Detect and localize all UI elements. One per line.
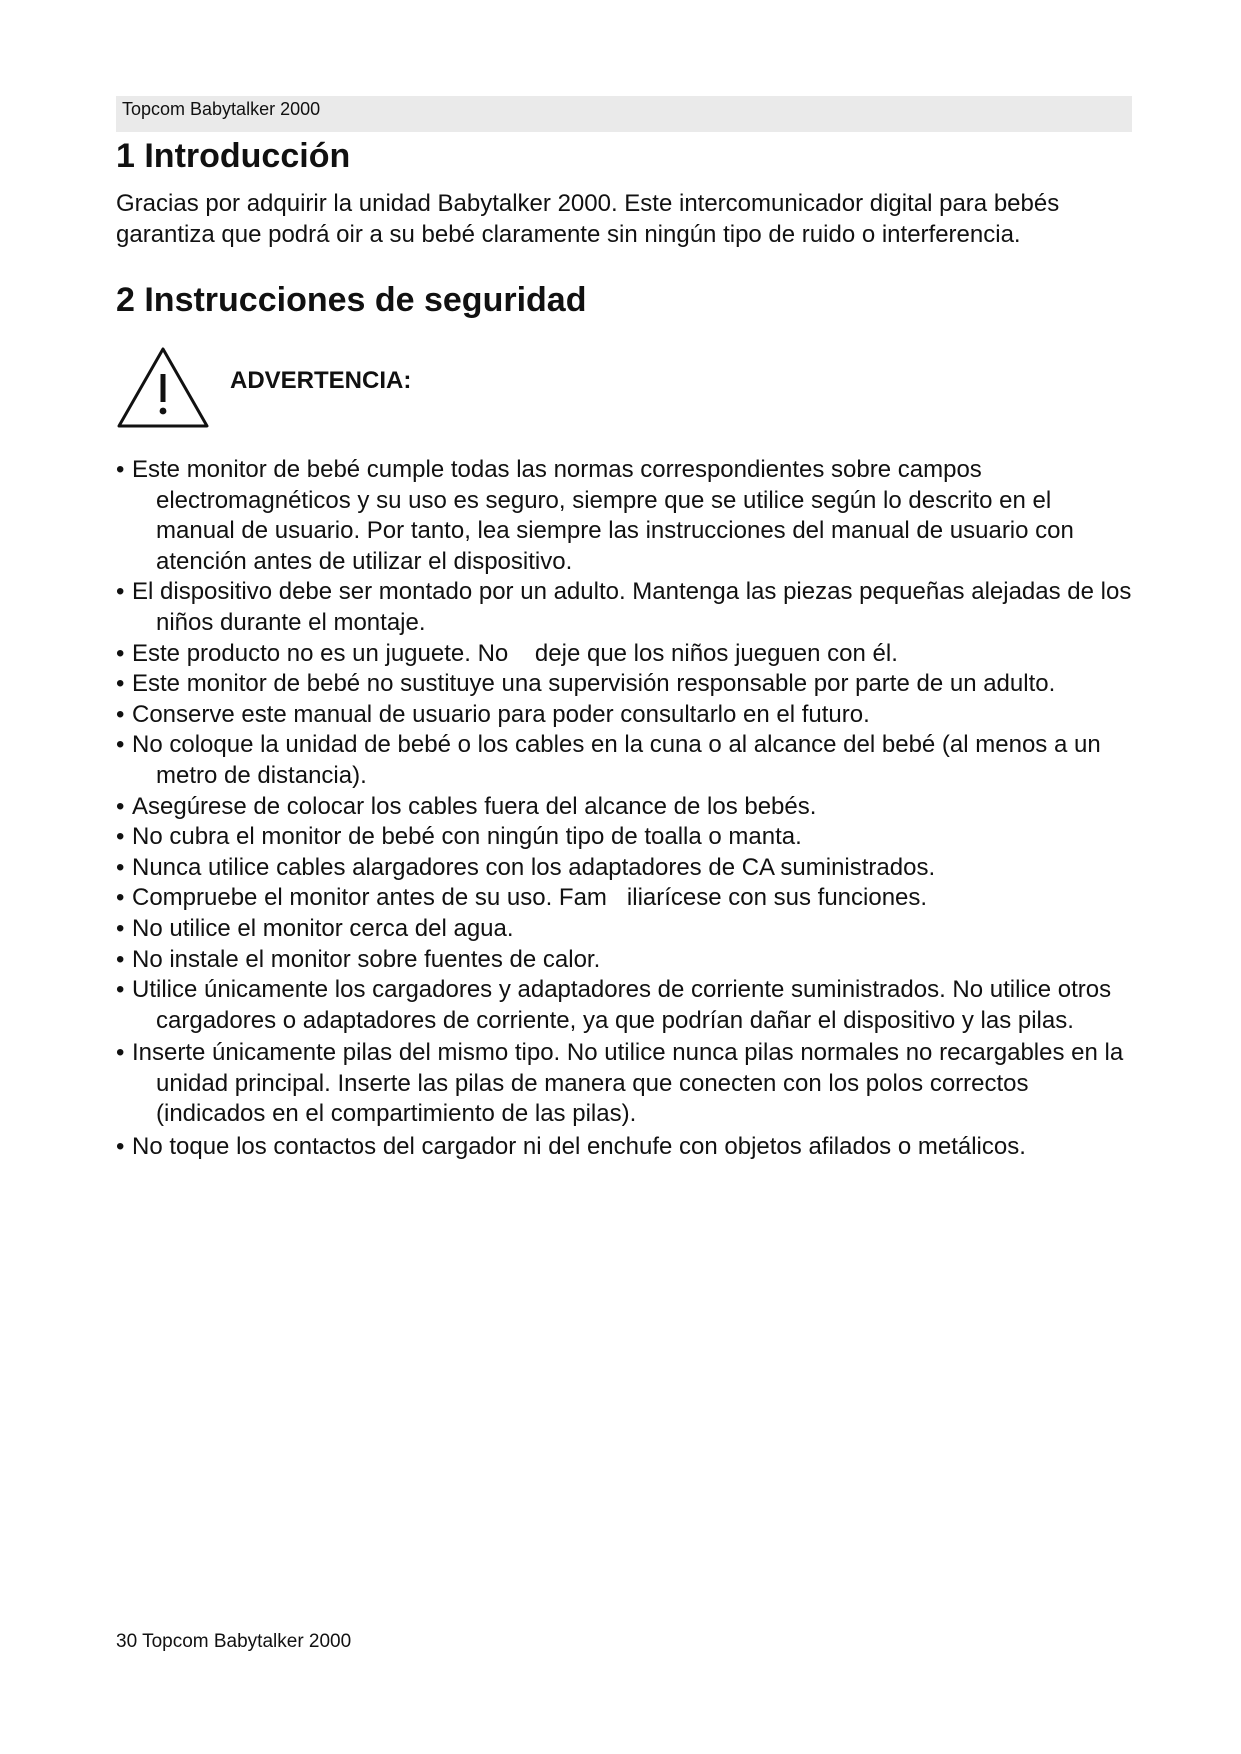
section-1-title: 1 Introducción xyxy=(116,137,351,175)
list-item xyxy=(116,1038,1132,1130)
list-item-text: El dispositivo debe ser montado por un adulto. Mantenga las piezas pequeñas alejadas de los niños durante el montaje. xyxy=(132,578,1132,636)
list-item xyxy=(116,730,1132,791)
list-item xyxy=(116,455,1132,577)
list-item-text: Este producto no es un juguete. No deje que los niños jueguen con él. xyxy=(132,639,898,667)
list-item-text: No coloque la unidad de bebé o los cables en la cuna o al alcance del bebé (al menos a un metro de distancia). xyxy=(132,731,1101,789)
list-item-text: No utilice el monitor cerca del agua. xyxy=(132,914,514,942)
page-footer: 30 Topcom Babytalker 2000 xyxy=(116,1631,352,1652)
list-item-text: Este monitor de bebé no sustituye una supervisión responsable por parte de un adulto. xyxy=(132,670,1056,698)
list-item xyxy=(116,853,1132,884)
list-item-text: Inserte únicamente pilas del mismo tipo. No utilice nunca pilas normales no recargables en la unidad principal. Inserte las pilas de manera que conecten con los polos correctos (indicados en el compartimiento de las pilas). xyxy=(132,1039,1124,1128)
warning-triangle-icon xyxy=(116,346,210,430)
list-item xyxy=(116,975,1132,1036)
list-item xyxy=(116,883,1132,914)
list-item-text: Conserve este manual de usuario para poder consultarlo en el futuro. xyxy=(132,700,870,728)
list-item xyxy=(116,669,1132,700)
intro-paragraph: Gracias por adquirir la unidad Babytalker 2000. Este intercomunicador digital para bebés garantiza que podrá oir a su bebé claramente sin ningún tipo de ruido o interferencia. xyxy=(116,190,1060,248)
page-header xyxy=(116,96,1132,132)
list-item xyxy=(116,1132,1132,1163)
list-item-text: Utilice únicamente los cargadores y adaptadores de corriente suministrados. No utilice otros cargadores o adaptadores de corriente, ya que podrían dañar el dispositivo y las pilas. xyxy=(132,976,1112,1034)
list-item xyxy=(116,700,1132,731)
list-item-text: Nunca utilice cables alargadores con los adaptadores de CA suministrados. xyxy=(132,853,936,881)
list-item-text: No cubra el monitor de bebé con ningún tipo de toalla o manta. xyxy=(132,823,802,851)
list-item xyxy=(116,577,1132,638)
list-item-text: No toque los contactos del cargador ni del enchufe con objetos afilados o metálicos. xyxy=(132,1133,1026,1161)
list-item-text: No instale el monitor sobre fuentes de calor. xyxy=(132,945,601,973)
list-item xyxy=(116,639,1132,670)
list-item xyxy=(116,792,1132,823)
running-title: Topcom Babytalker 2000 xyxy=(122,99,321,119)
safety-instructions-list xyxy=(116,455,1132,1163)
section-2-title: 2 Instrucciones de seguridad xyxy=(116,281,587,319)
list-item xyxy=(116,822,1132,853)
list-item xyxy=(116,945,1132,976)
list-item xyxy=(116,914,1132,945)
warning-label: ADVERTENCIA: xyxy=(230,367,412,394)
list-item-text: Este monitor de bebé cumple todas las normas correspondientes sobre campos electromagnéticos y su uso es seguro, siempre que se utilice según lo descrito en el manual de usuario. Por tanto, lea siempre las instrucciones del manual de usuario con atención antes de utilizar el dispositivo. xyxy=(132,456,1074,575)
list-item-text: Asegúrese de colocar los cables fuera del alcance de los bebés. xyxy=(132,792,817,820)
list-item-text: Compruebe el monitor antes de su uso. Fam iliarícese con sus funciones. xyxy=(132,884,928,912)
